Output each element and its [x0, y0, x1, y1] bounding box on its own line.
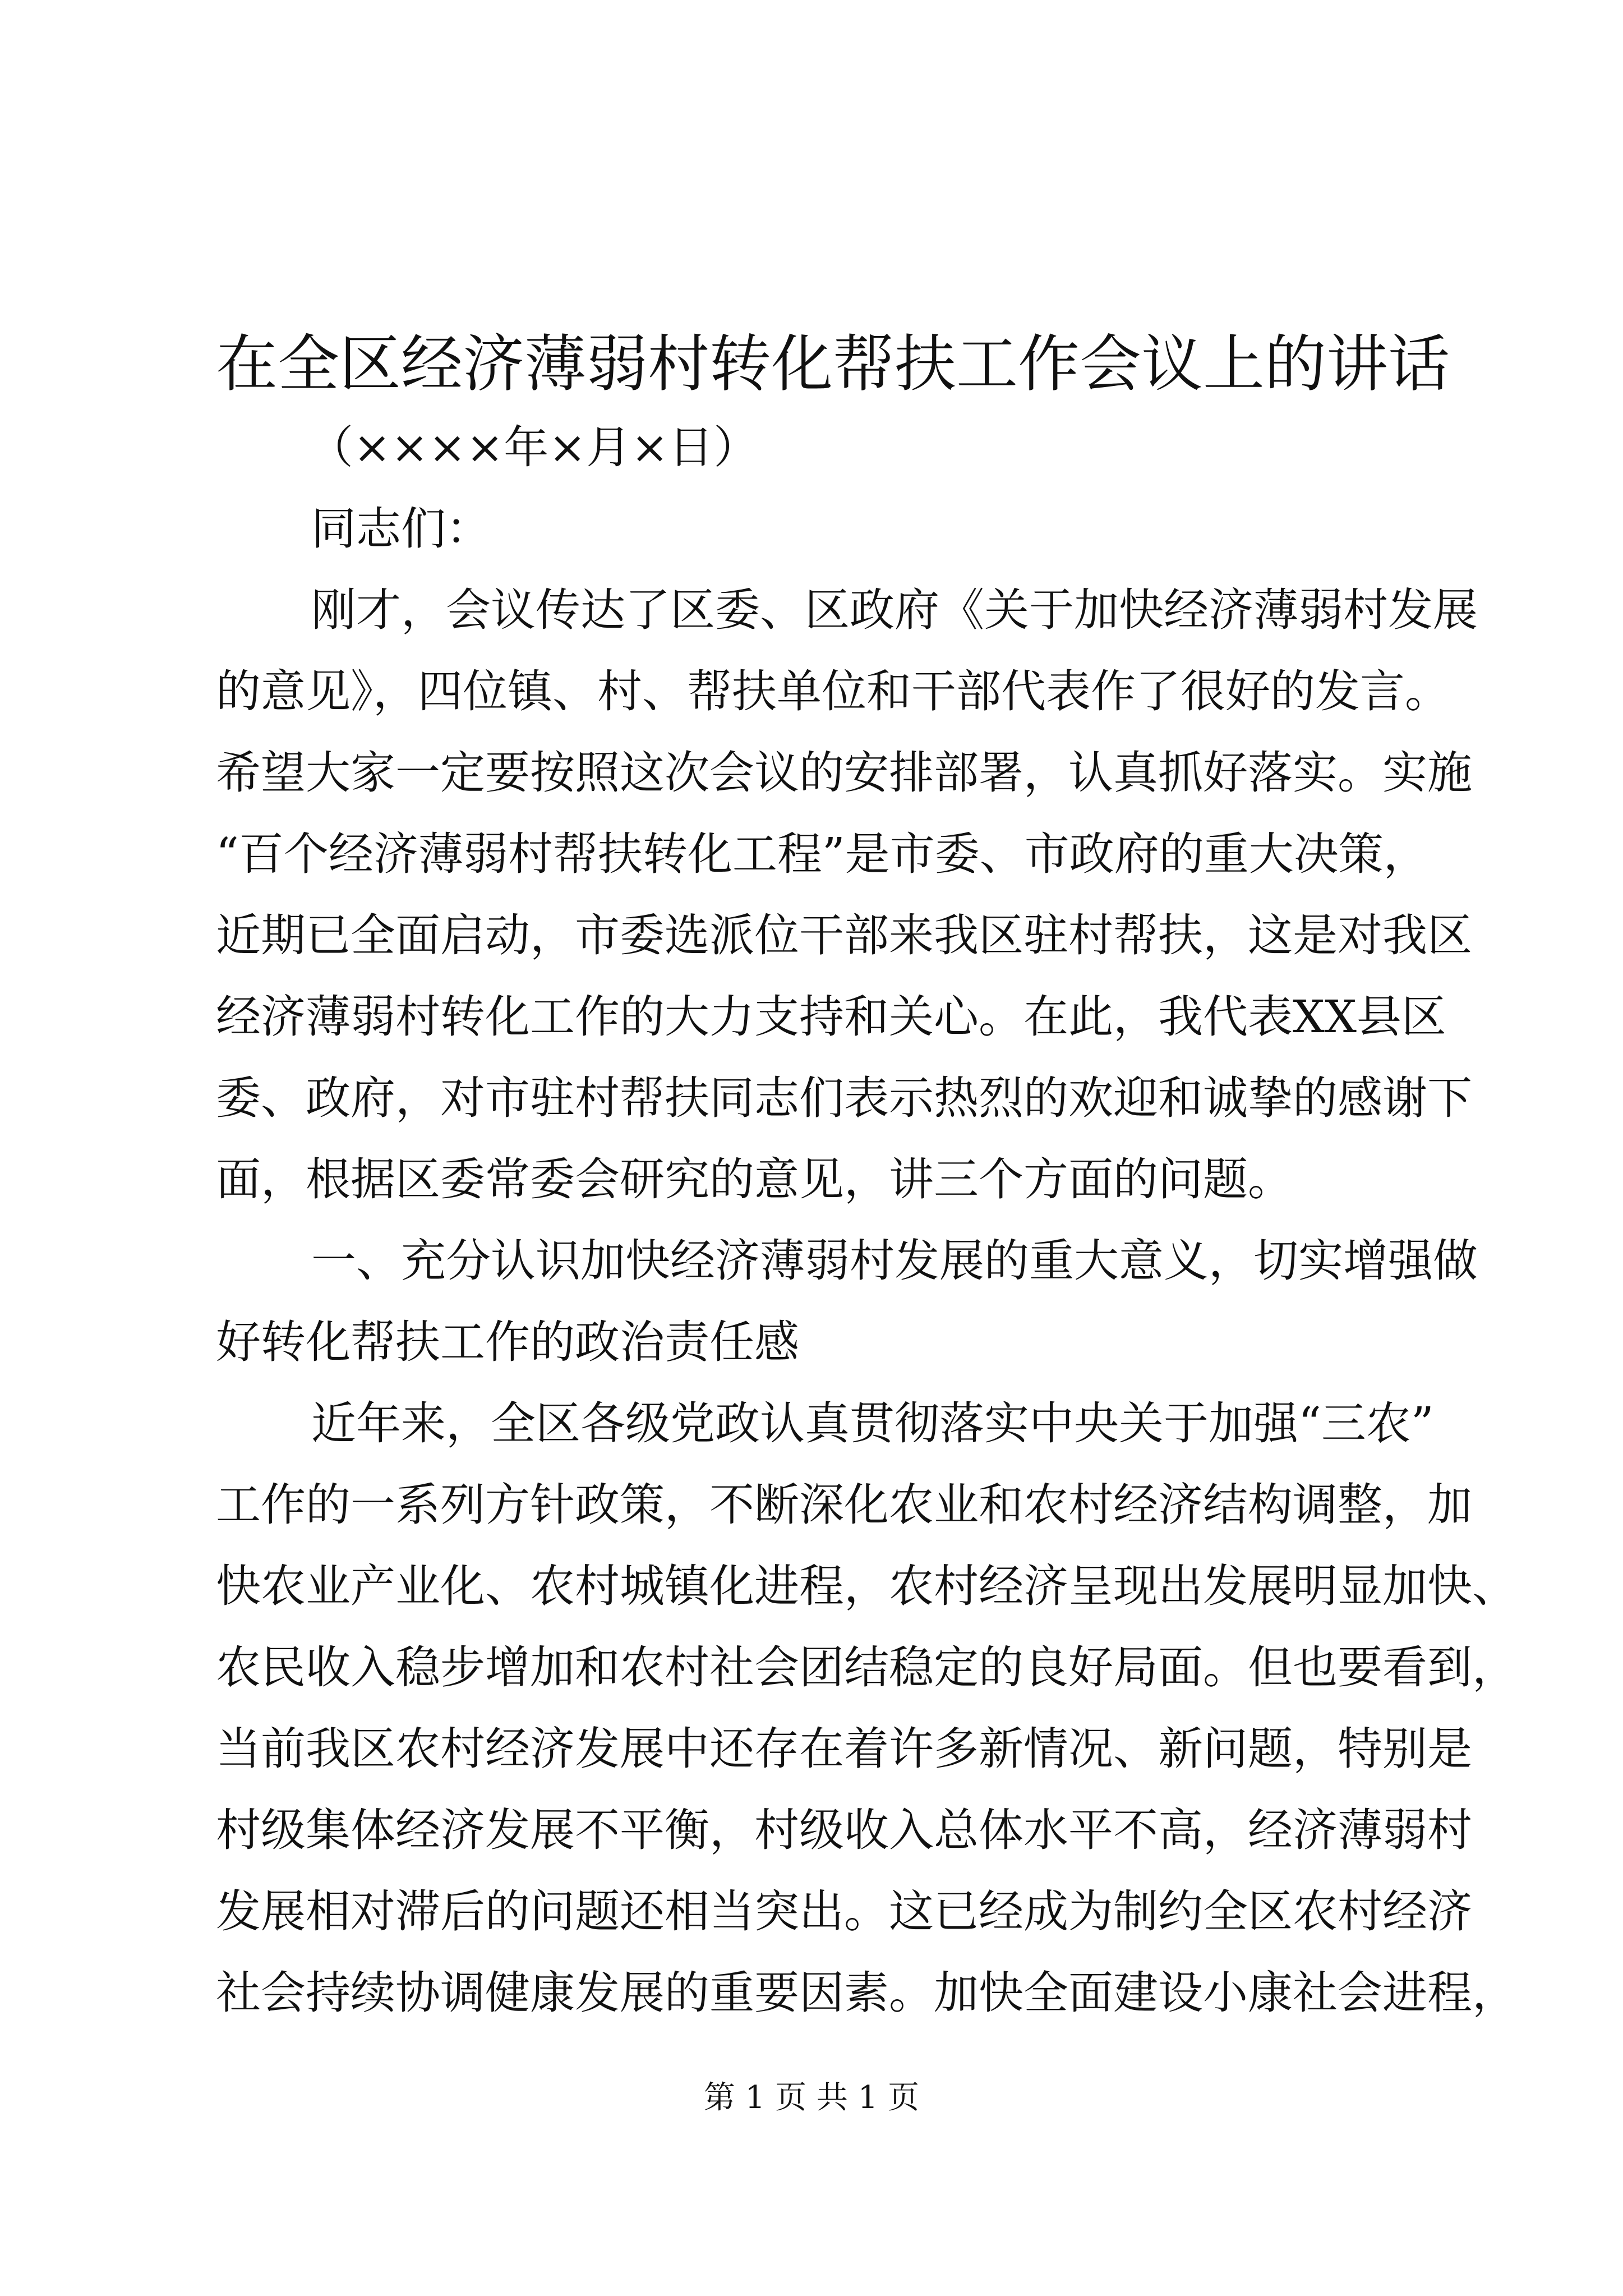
paragraph-line: 社会持续协调健康发展的重要因素。加快全面建设小康社会进程，	[216, 1967, 1517, 2019]
paragraph-line: 农民收入稳步增加和农村社会团结稳定的良好局面。但也要看到，	[216, 1641, 1517, 1694]
document-body	[216, 407, 1517, 2033]
paragraph-line: 刚才，会议传达了区委、区政府《关于加快经济薄弱村发展	[311, 584, 1478, 636]
paragraph-line: 快农业产业化、农村城镇化进程，农村经济呈现出发展明显加快、	[216, 1560, 1517, 1612]
paragraph-line: 近年来，全区各级党政认真贯彻落实中央关于加强“三农”	[311, 1397, 1434, 1450]
paragraph-line: 发展相对滞后的问题还相当突出。这已经成为制约全区农村经济	[216, 1885, 1472, 1938]
section-heading-line: 一、充分认识加快经济薄弱村发展的重大意义，切实增强做	[311, 1235, 1478, 1287]
salutation: 同志们：	[311, 503, 491, 555]
date-line: （××××年×月×日）	[308, 421, 759, 473]
paragraph-line: 希望大家一定要按照这次会议的安排部署，认真抓好落实。实施	[216, 747, 1472, 799]
paragraph-line: 当前我区农村经济发展中还存在着许多新情况、新问题，特别是	[216, 1723, 1472, 1775]
paragraph-line: 面，根据区委常委会研究的意见，讲三个方面的问题。	[216, 1153, 1293, 1205]
paragraph-line: 经济薄弱村转化工作的大力支持和关心。在此，我代表XX县区	[216, 991, 1446, 1043]
paragraph-line: 的意见》，四位镇、村、帮扶单位和干部代表作了很好的发言。	[216, 665, 1450, 717]
paragraph-line: 工作的一系列方针政策，不断深化农业和农村经济结构调整，加	[216, 1479, 1472, 1531]
document-title: 在全区经济薄弱村转化帮扶工作会议上的讲话	[216, 328, 1450, 400]
paragraph-line: 近期已全面启动，市委选派位干部来我区驻村帮扶，这是对我区	[216, 909, 1472, 961]
paragraph-line: 委、政府，对市驻村帮扶同志们表示热烈的欢迎和诚挚的感谢下	[216, 1072, 1472, 1124]
section-heading-line: 好转化帮扶工作的政治责任感	[216, 1316, 799, 1368]
paragraph-line: 村级集体经济发展不平衡，村级收入总体水平不高，经济薄弱村	[216, 1804, 1472, 1856]
page-footer: 第 1 页 共 1 页	[703, 2079, 920, 2116]
paragraph-line: “百个经济薄弱村帮扶转化工程”是市委、市政府的重大决策，	[216, 828, 1428, 880]
